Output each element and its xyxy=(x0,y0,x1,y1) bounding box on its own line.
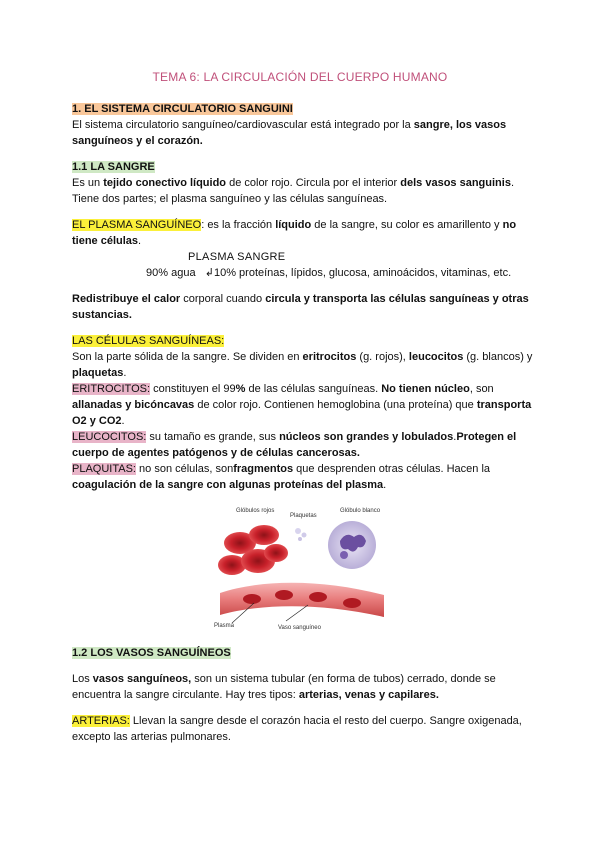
platelets-label: Plaquetas xyxy=(290,513,317,519)
plasma-text: EL PLASMA SANGUÍNEO: es la fracción líquido de la sangre, su color es amarillento y no tiene células. xyxy=(72,219,517,247)
arrow-icon: ↲ xyxy=(204,267,214,279)
platelets-icon xyxy=(295,528,307,541)
wbc-label: Glóbulo blanco xyxy=(340,508,381,514)
section-1-1-heading: 1.1 LA SANGRE xyxy=(72,161,155,173)
cells-heading: LAS CÉLULAS SANGUÍNEAS: xyxy=(72,335,225,347)
leucocitos-text: LEUCOCITOS: su tamaño es grande, sus núcleos son grandes y lobulados.Protegen el cuerpo de agentes patógenos y de células cancerosas. xyxy=(72,431,517,459)
cells-text: Son la parte sólida de la sangre. Se dividen en eritrocitos (g. rojos), leucocitos (g. blancos) y plaquetas. xyxy=(72,351,533,379)
section-1-heading: 1. EL SISTEMA CIRCULATORIO SANGUINI xyxy=(72,103,293,115)
eritrocitos-text: ERITROCITOS: constituyen el 99% de las células sanguíneas. No tienen núcleo, son allanadas y bicóncavas de color rojo. Contienen hemoglobina (una proteína) que transporta O2 y CO2. xyxy=(72,383,532,427)
arterias-text: ARTERIAS: Llevan la sangre desde el corazón hacia el resto del cuerpo. Sangre oxigenada, excepto las arterias pulmonares. xyxy=(72,715,522,743)
plasma-label: Plasma xyxy=(214,623,235,629)
red-blood-cells-icon xyxy=(218,525,288,575)
rbc-label: Glóbulos rojos xyxy=(236,508,275,514)
white-blood-cell-icon xyxy=(328,521,376,569)
document-body xyxy=(72,101,542,745)
sangre-text: Es un tejido conectivo líquido de color rojo. Circula por el interior dels vasos sanguinis. Tiene dos partes; el plasma sanguíneo y las células sanguíneas. xyxy=(72,177,514,205)
section-1-text: El sistema circulatorio sanguíneo/cardiovascular está integrado por la sangre, los vasos sanguíneos y el corazón. xyxy=(72,119,507,147)
plasma-composition: 90% agua ↲10% proteínas, lípidos, glucosa, aminoácidos, vitaminas, etc. xyxy=(146,267,512,279)
blood-vessel-icon xyxy=(220,583,384,623)
vasos-text: Los vasos sanguíneos, son un sistema tubular (en forma de tubos) cerrado, donde se encuentra la sangre circulante. Hay tres tipos: arterias, venas y capilares. xyxy=(72,673,496,701)
blood-illustration xyxy=(212,505,392,639)
plaquetas-text: PLAQUITAS: no son células, sonfragmentos que desprenden otras células. Hacen la coagulación de la sangre con algunas proteínas del plasma. xyxy=(72,463,491,491)
page-title: TEMA 6: LA CIRCULACIÓN DEL CUERPO HUMANO xyxy=(152,70,448,84)
plasma-diagram-title: PLASMA SANGRE xyxy=(188,251,286,263)
blood-cells-figure xyxy=(72,505,542,639)
section-1-2-heading: 1.2 LOS VASOS SANGUÍNEOS xyxy=(72,647,231,659)
vessel-label: Vaso sanguíneo xyxy=(278,625,321,631)
plasma-function: Redistribuye el calor corporal cuando circula y transporta las células sanguíneas y otras sustancias. xyxy=(72,293,529,321)
